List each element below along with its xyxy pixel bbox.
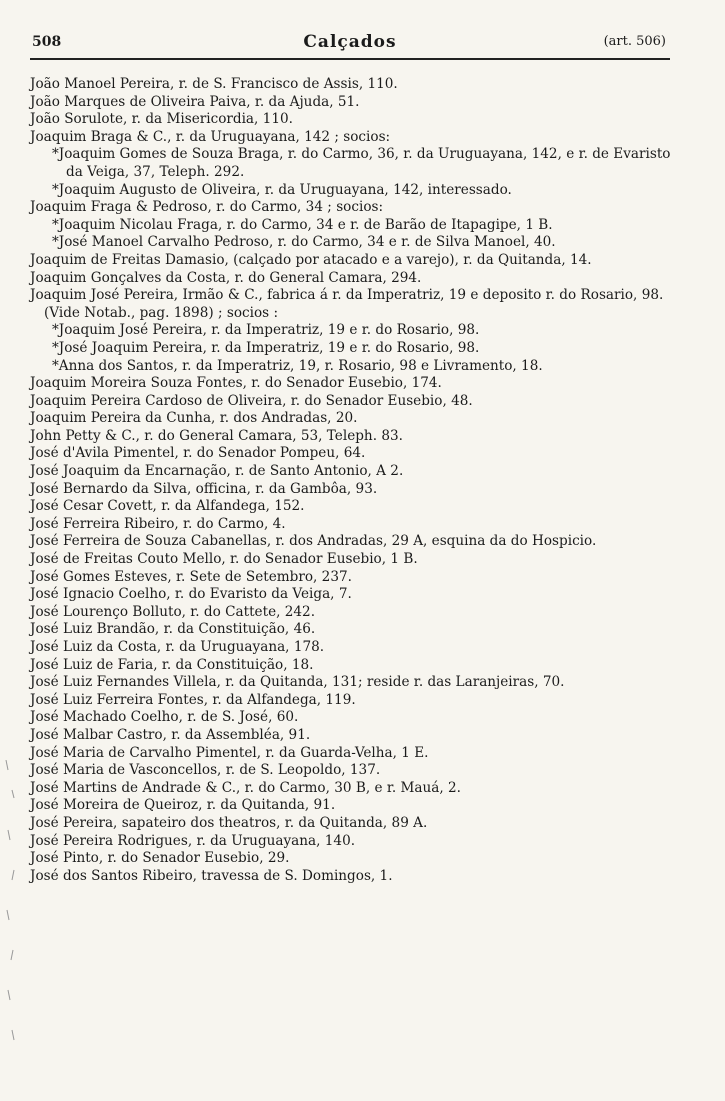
partner-entry: *José Joaquim Pereira, r. da Imperatriz, 19 e r. do Rosario, 98. [52,339,480,356]
directory-entry: José Ferreira Ribeiro, r. do Carmo, 4. [30,515,286,532]
directory-entry: José Malbar Castro, r. da Assembléa, 91. [30,726,311,743]
directory-entry: José Ignacio Coelho, r. do Evaristo da Veiga, 7. [30,586,352,603]
directory-entry: João Sorulote, r. da Misericordia, 110. [30,111,293,128]
directory-entry: José Luiz de Faria, r. da Constituição, 18. [30,656,314,673]
page-number: 508 [32,34,62,50]
directory-entry: José Gomes Esteves, r. Sete de Setembro, 237. [30,568,352,585]
directory-entry: José Pinto, r. do Senador Eusebio, 29. [30,850,290,867]
directory-entry: José Luiz Fernandes Villela, r. da Quitanda, 131; reside r. das Laranjeiras, 70. [30,674,565,691]
directory-entry: José Luiz da Costa, r. da Uruguayana, 178. [30,639,325,655]
directory-entry: José Maria de Vasconcellos, r. de S. Leopoldo, 137. [30,762,381,779]
directory-entry: John Petty & C., r. do General Camara, 53, Teleph. 83. [30,427,403,444]
directory-entry: José Pereira, sapateiro dos theatros, r. da Quitanda, 89 A. [30,814,428,831]
directory-entry: José de Freitas Couto Mello, r. do Senador Eusebio, 1 B. [30,551,418,568]
directory-entry: José Ferreira de Souza Cabanellas, r. dos Andradas, 29 A, esquina da do Hospicio. [30,533,597,550]
directory-entry: Joaquim Pereira Cardoso de Oliveira, r. do Senador Eusebio, 48. [30,392,473,409]
directory-entry: José Martins de Andrade & C., r. do Carmo, 30 B, e r. Mauá, 2. [30,779,462,796]
directory-entry: Joaquim Moreira Souza Fontes, r. do Senador Eusebio, 174. [30,375,442,392]
directory-entry: José Maria de Carvalho Pimentel, r. da Guarda-Velha, 1 E. [30,744,429,761]
directory-entry: José Machado Coelho, r. de S. José, 60. [30,709,299,726]
partner-entry: *Joaquim Nicolau Fraga, r. do Carmo, 34 e r. de Barão de Itapagipe, 1 B. [52,216,553,233]
binding-marks [2,760,22,1080]
page-title: Calçados [303,32,397,52]
directory-entry: José Luiz Ferreira Fontes, r. da Alfandega, 119. [30,691,356,708]
partner-entry: *José Manoel Carvalho Pedroso, r. do Carmo, 34 e r. de Silva Manoel, 40. [52,234,556,251]
directory-entry: Joaquim Pereira da Cunha, r. dos Andradas, 20. [30,410,358,427]
directory-entry: Joaquim Braga & C., r. da Uruguayana, 142 ; socios: [30,128,391,145]
directory-entry: João Marques de Oliveira Paiva, r. da Ajuda, 51. [30,93,360,110]
directory-entry: Joaquim de Freitas Damasio, (calçado por atacado e a varejo), r. da Quitanda, 14. [30,251,592,268]
directory-entry: José Cesar Covett, r. da Alfandega, 152. [30,498,305,515]
partner-entry: *Joaquim Augusto de Oliveira, r. da Uruguayana, 142, interessado. [52,181,512,198]
directory-entry: José Luiz Brandão, r. da Constituição, 46. [30,621,316,638]
directory-entry: Joaquim José Pereira, Irmão & C., fabrica á r. da Imperatriz, 19 e deposito r. do Rosario, 98. (Vide Notab., pag. 1898) ; socios : [30,287,664,321]
directory-entry: José Joaquim da Encarnação, r. de Santo Antonio, A 2. [30,463,404,480]
directory-entry: José d'Avila Pimentel, r. do Senador Pompeu, 64. [30,445,366,462]
directory-entry: João Manoel Pereira, r. de S. Francisco de Assis, 110. [30,76,398,92]
partner-entry: *Joaquim Gomes de Souza Braga, r. do Carmo, 36, r. da Uruguayana, 142, e r. de Evaristo da Veiga, 37, Teleph. 292. [52,146,671,180]
page-header [30,28,670,60]
directory-entry: José dos Santos Ribeiro, travessa de S. Domingos, 1. [30,867,393,884]
directory-entry: Joaquim Fraga & Pedroso, r. do Carmo, 34 ; socios: [30,199,384,216]
directory-list [30,76,680,885]
partner-entry: *Anna dos Santos, r. da Imperatriz, 19, r. Rosario, 98 e Livramento, 18. [52,357,543,374]
directory-entry: José Moreira de Queiroz, r. da Quitanda, 91. [30,797,336,814]
directory-entry: Joaquim Gonçalves da Costa, r. do General Camara, 294. [30,269,422,286]
directory-entry: José Pereira Rodrigues, r. da Uruguayana, 140. [30,832,356,849]
partner-entry: *Joaquim José Pereira, r. da Imperatriz, 19 e r. do Rosario, 98. [52,322,480,339]
directory-entry: José Lourenço Bolluto, r. do Cattete, 242. [30,603,316,620]
directory-entry: José Bernardo da Silva, officina, r. da Gambôa, 93. [30,480,378,497]
article-reference: (art. 506) [603,34,666,49]
